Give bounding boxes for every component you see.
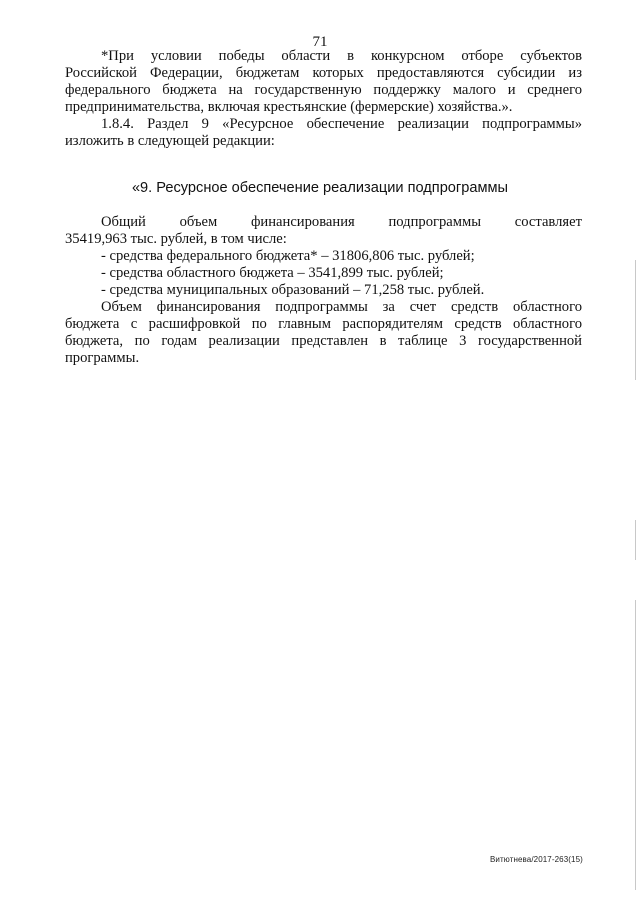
list-item: - средства областного бюджета – 3541,899 тыс. рублей; — [101, 265, 444, 281]
text-line: *При условии победы области в конкурсном отборе субъектов — [101, 48, 582, 64]
text-line: предпринимательства, включая крестьянские (фермерские) хозяйства.». — [65, 99, 513, 115]
text-line: Объем финансирования подпрограммы за счет средств областного — [101, 299, 582, 315]
text-line: программы. — [65, 350, 140, 366]
text-line: бюджета с расшифровкой по главным распорядителям средств областного — [65, 316, 582, 332]
text-line: 1.8.4. Раздел 9 «Ресурсное обеспечение реализации подпрограммы» — [101, 116, 582, 132]
page-number: 71 — [312, 34, 328, 50]
paragraph-block-1 — [65, 48, 582, 150]
text-line: Общий объем финансирования подпрограммы составляет — [101, 214, 582, 230]
text-line: бюджета, по годам реализации представлен в таблице 3 государственной — [65, 333, 582, 349]
text-line: федерального бюджета на государственную поддержку малого и среднего — [65, 82, 582, 98]
list-item: - средства муниципальных образований – 71,258 тыс. рублей. — [101, 282, 485, 298]
text-line: изложить в следующей редакции: — [65, 133, 275, 149]
text-line: Российской Федерации, бюджетам которых предоставляются субсидии из — [65, 65, 582, 81]
scan-edge-mark — [635, 260, 636, 380]
paragraph-block-2 — [65, 214, 582, 367]
section-heading: «9. Ресурсное обеспечение реализации подпрограммы — [131, 180, 509, 196]
footer-code: Витютнева/2017-263(15) — [490, 855, 583, 864]
text-line: 35419,963 тыс. рублей, в том числе: — [65, 231, 287, 247]
scan-edge-mark — [635, 600, 636, 890]
scan-edge-mark — [635, 520, 636, 560]
list-item: - средства федерального бюджета* – 31806,806 тыс. рублей; — [101, 248, 475, 264]
